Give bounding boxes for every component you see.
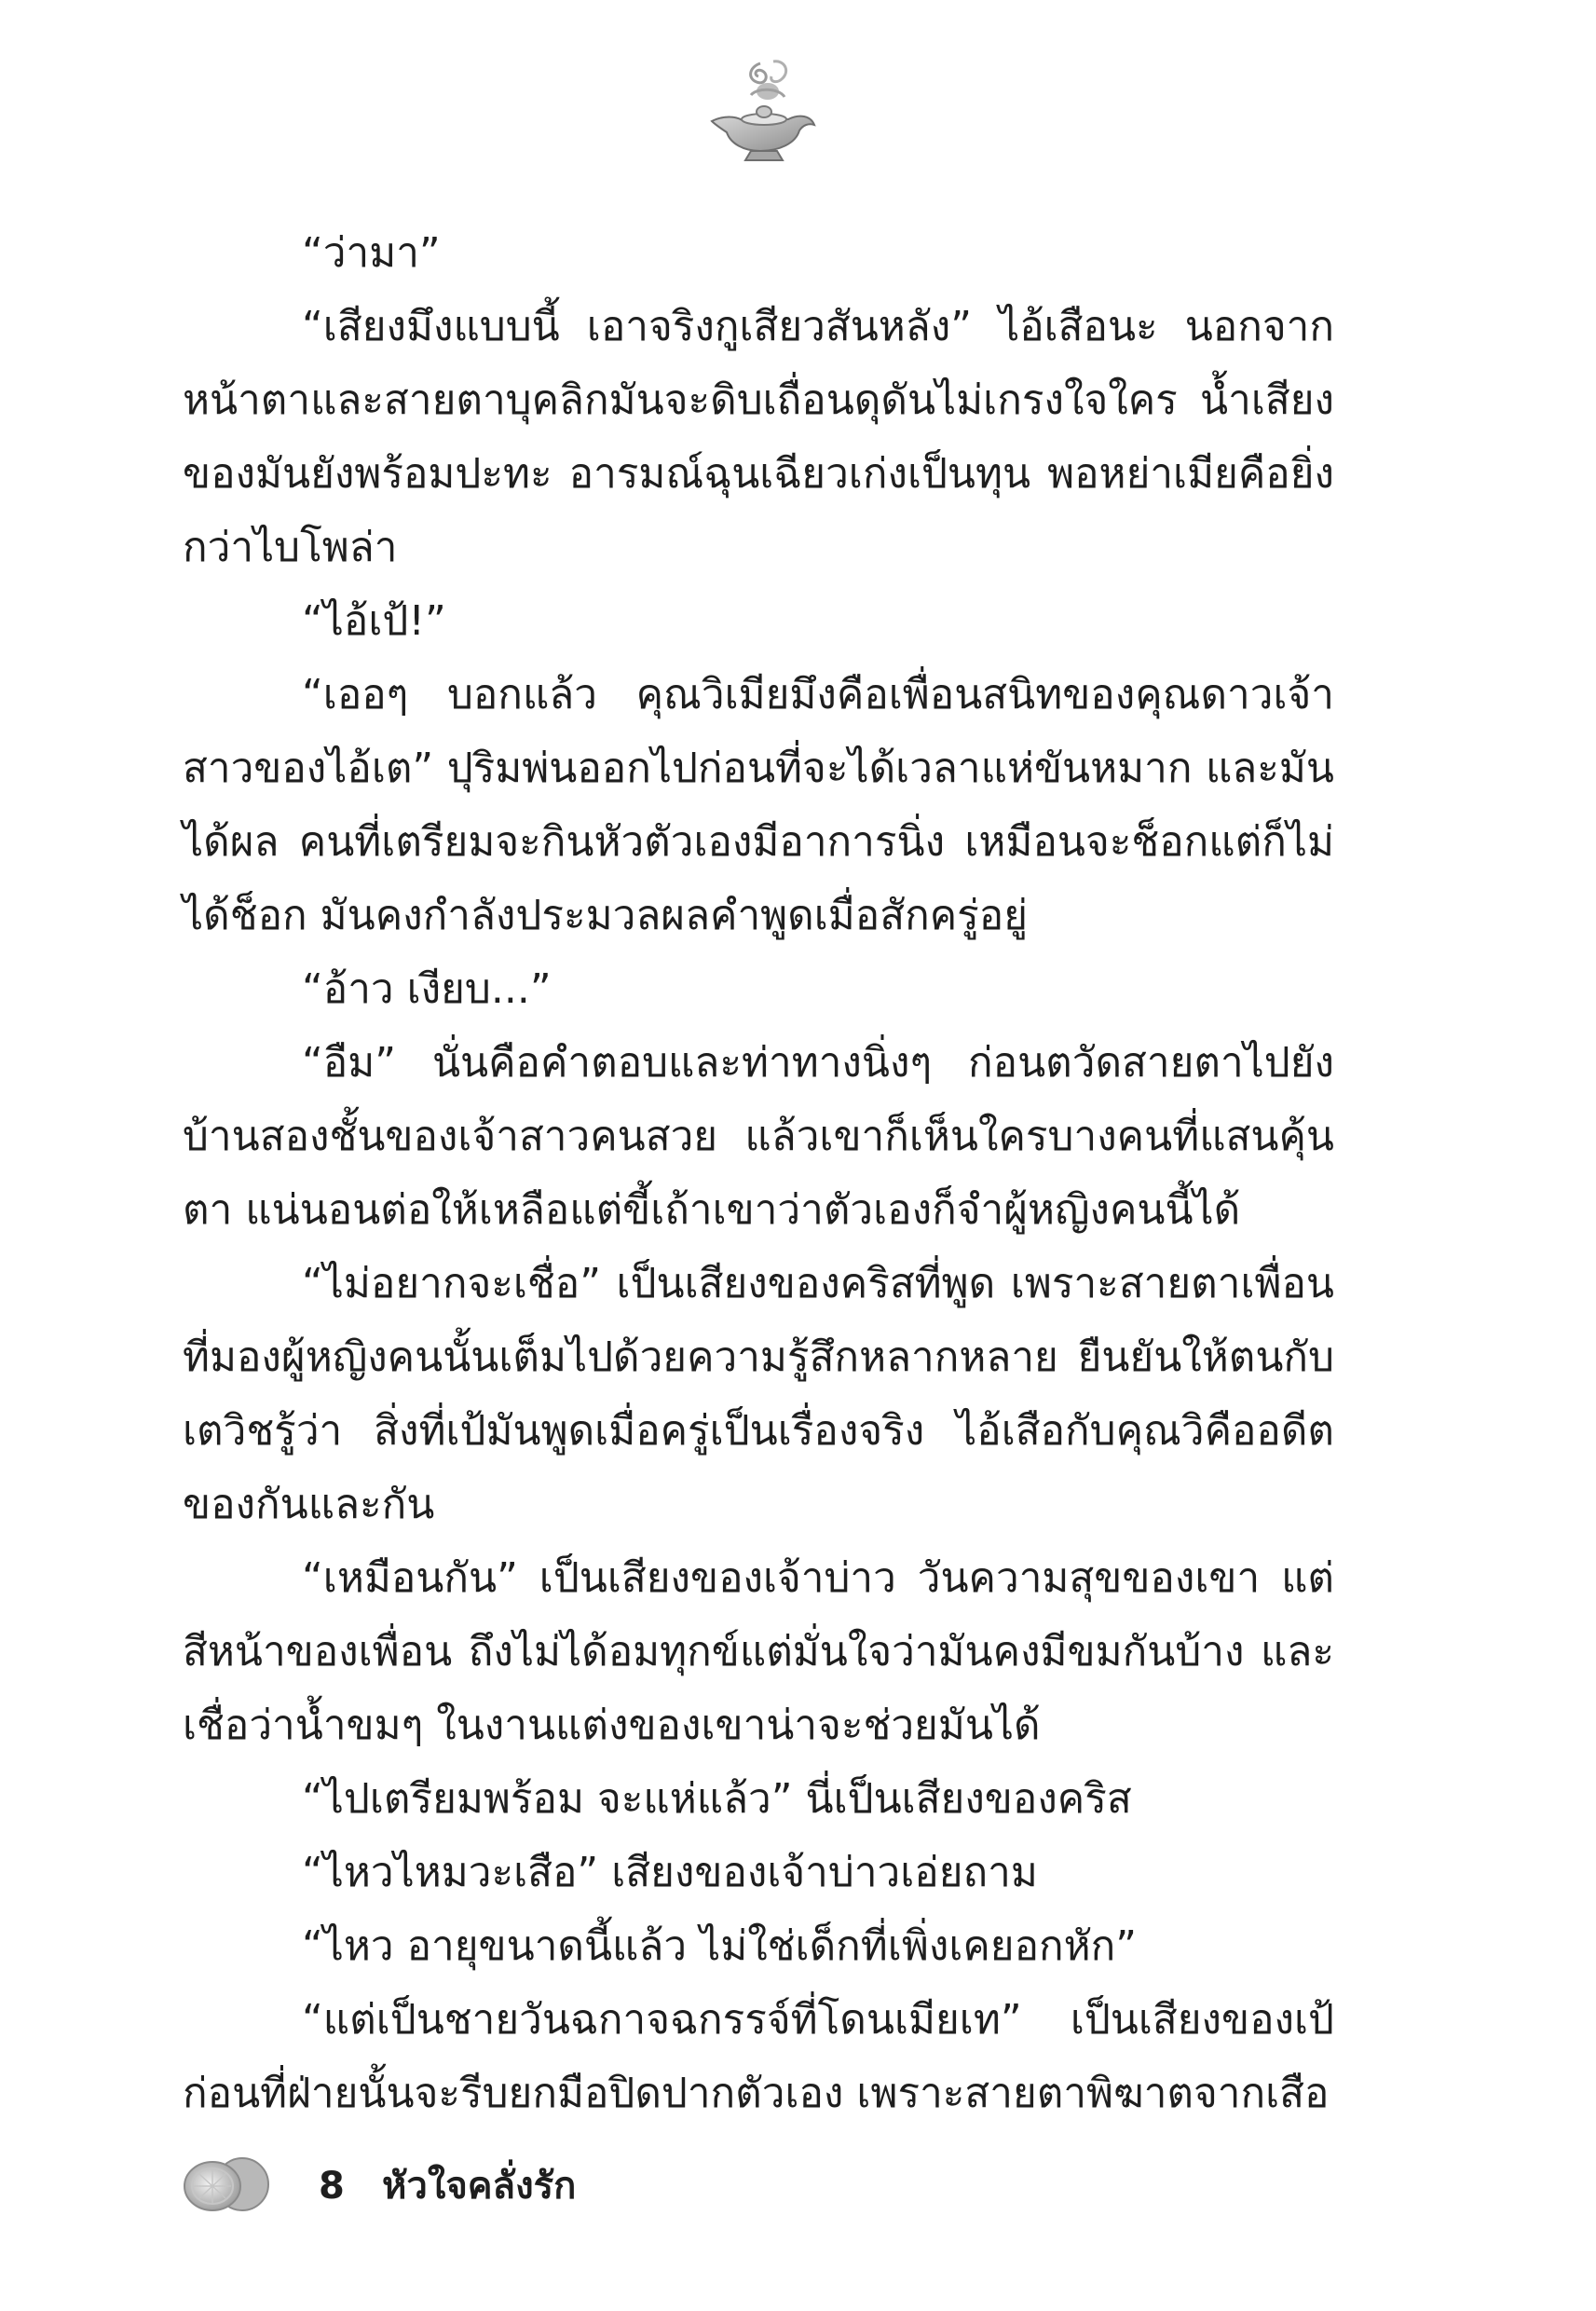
paragraph: “ไอ้เป้!” <box>302 597 446 645</box>
paragraph: “เหมือนกัน” เป็นเสียงของเจ้าบ่าว วันความสุขของเขา แต่สีหน้าของเพื่อน ถึงไม่ได้อมทุกข์แต่มั่นใจว่ามันคงมีขมกันบ้าง และเชื่อว่าน้ำขมๆ ในงานแต่งของเขาน่าจะช่วยมันได้ <box>183 1554 1334 1749</box>
paragraph: “เออๆ บอกแล้ว คุณวิเมียมึงคือเพื่อนสนิทของคุณดาวเจ้าสาวของไอ้เต” ปุริมพ่นออกไปก่อนที่จะได้เวลาแห่ขันหมาก และมันได้ผล คนที่เตรียมจะกินหัวตัวเองมีอาการนิ่ง เหมือนจะช็อกแต่ก็ไม่ได้ช็อก มันคงกำลังประมวลผลคำพูดเมื่อสักครู่อยู่ <box>183 671 1334 939</box>
paragraph: “อ้าว เงียบ...” <box>302 965 552 1013</box>
page-number: 8 <box>319 2165 345 2208</box>
paragraph: “เสียงมึงแบบนี้ เอาจริงกูเสียวสันหลัง” ไอ้เสือนะ นอกจากหน้าตาและสายตาบุคลิกมันจะดิบเถื่อนดุดันไม่เกรงใจใคร น้ำเสียงของมันยังพร้อมปะทะ อารมณ์ฉุนเฉียวเก่งเป็นทุน พอหย่าเมียคือยิ่งกว่าไบโพล่า <box>183 303 1334 571</box>
paragraph: “แต่เป็นชายวันฉกาจฉกรรจ์ที่โดนเมียเท” เป็นเสียงของเป้ก่อนที่ฝ่ายนั้นจะรีบยกมือปิดปากตัวเอง เพราะสายตาพิฆาตจากเสือ <box>183 1996 1334 2117</box>
page-footer <box>177 2154 829 2220</box>
body-text <box>183 216 1334 2130</box>
paragraph: “อืม” นั่นคือคำตอบและท่าทางนิ่งๆ ก่อนตวัดสายตาไปยังบ้านสองชั้นของเจ้าสาวคนสวย แล้วเขาก็เห็นใครบางคนที่แสนคุ้นตา แน่นอนต่อให้เหลือแต่ขี้เถ้าเขาว่าตัวเองก็จำผู้หญิงคนนี้ได้ <box>183 1039 1334 1234</box>
paragraph: “ไหวไหมวะเสือ” เสียงของเจ้าบ่าวเอ่ยถาม <box>302 1849 1038 1896</box>
paragraph: “ไหว อายุขนาดนี้แล้ว ไม่ใช่เด็กที่เพิ่งเคยอกหัก” <box>302 1922 1138 1970</box>
paragraph: “ไม่อยากจะเชื่อ” เป็นเสียงของคริสที่พูด เพราะสายตาเพื่อนที่มองผู้หญิงคนนั้นเต็มไปด้วยความรู้สึกหลากหลาย ยืนยันให้ตนกับเตวิชรู้ว่า สิ่งที่เป้มันพูดเมื่อครู่เป็นเรื่องจริง ไอ้เสือกับคุณวิคืออดีตของกันและกัน <box>183 1260 1334 1528</box>
orange-slice-icon <box>177 2154 278 2214</box>
paragraph: “ว่ามา” <box>302 229 441 277</box>
paragraph: “ไปเตรียมพร้อม จะแห่แล้ว” นี่เป็นเสียงของคริส <box>302 1775 1132 1823</box>
genie-lamp-icon <box>695 54 825 166</box>
book-title: หัวใจคลั่งรัก <box>382 2165 577 2208</box>
